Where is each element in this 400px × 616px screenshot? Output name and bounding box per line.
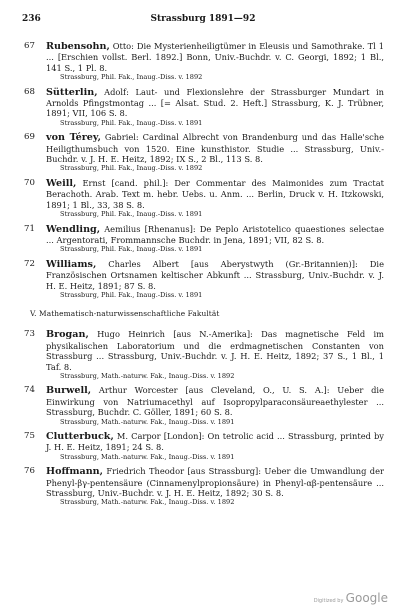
author-name: Sütterlin, [46,86,98,98]
author-name: Burwell, [46,385,92,397]
entry-number: 74 [24,385,35,396]
bibliography-entry [22,466,384,507]
bibliography-entry [22,385,384,426]
google-digitized-watermark [314,591,388,605]
entry-note: Strassburg, Phil. Fak., Inaug.-Diss. v. 1891 [60,210,203,219]
entry-text: Charles Albert [aus Aberystwyth (Gr.-Britannien)]: Die Französischen Ortsnamen keltischer Abkunft ... Strassburg, Univ.-Buchdr. v. J. H. E. Heitz, 1891; 87 S. 8. [46,258,384,291]
entry-number: 68 [24,86,35,97]
entry-number: 72 [24,258,35,269]
entry-note: Strassburg, Math.-naturw. Fak., Inaug.-Diss. v. 1891 [60,417,235,426]
entry-citation [46,178,384,210]
bibliography-entry [22,178,384,219]
entry-number: 67 [24,41,35,51]
entry-text: Otto: Die Mysterienheiligtümer in Eleusis und Samothrake. Tl 1 ... [Erschien vollst. Berl. 1892.] Bonn, Univ.-Buchdr. v. C. Georgi, 1892; 1 Bl., 141 S., 1 Pl. 8. [46,41,384,73]
entry-citation [46,41,384,73]
bibliography-entry [22,132,384,173]
author-name: Weill, [46,177,77,189]
entry-text: Arthur Worcester [aus Cleveland, O., U. S. A.]: Ueber die Einwirkung von Natriumacethyl auf Isopropylparaconsäureaethylester ... Strassburg, Buchdr. C. Göller, 1891; 60 S. 8. [46,385,384,418]
author-name: Wendling, [46,223,101,235]
entry-note: Strassburg, Phil. Fak., Inaug.-Diss. v. 1892 [60,73,203,82]
entry-number: 73 [24,329,35,340]
author-name: Rubensohn, [46,41,110,52]
page-number: 236 [22,14,41,24]
author-name: Williams, [46,258,97,270]
entry-number: 69 [24,132,35,143]
entry-note: Strassburg, Math.-naturw. Fak., Inaug.-Diss. v. 1892 [60,498,235,507]
entry-note: Strassburg, Phil. Fak., Inaug.-Diss. v. 1891 [60,118,203,127]
watermark-prefix: Digitized by [313,598,344,604]
entry-citation [46,87,384,119]
entry-number: 70 [24,177,35,188]
entry-text: M. Carpor [London]: On tetrolic acid ... Strassburg, printed by J. H. E. Heitz, 1891; 24 S. 8. [46,431,384,453]
bibliography-entry [22,224,384,254]
bibliography-entry [22,259,384,300]
author-name: Brogan, [46,329,89,341]
entry-citation [46,431,384,453]
entry-text: Hugo Heinrich [aus N.-Amerika]: Das magnetische Feld im physikalischen Laboratorium und die erdmagnetischen Constanten von Strassburg ... Strassburg, Univ.-Buchdr. v. J. H. E. Heitz, 1892; 37 S., 1 Bl., 1 Taf. 8. [46,329,384,372]
entry-citation [46,466,384,498]
entry-text: Aemilius [Rhenanus]: De Peplo Aristotelico quaestiones selectae ... Argentorati, Frommannsche Buchdr. in Jena, 1891; VII, 82 S. 8. [46,223,384,245]
bibliography-entry [22,41,384,82]
entry-citation [46,224,384,246]
page-header [22,14,384,30]
author-name: Clutterbuck, [46,431,114,442]
entry-citation [46,329,384,372]
entry-note: Strassburg, Math.-naturw. Fak., Inaug.-Diss. v. 1891 [60,452,235,461]
document-page [22,14,384,512]
author-name: von Térey, [46,132,101,144]
entry-number: 75 [24,431,35,441]
entry-note: Strassburg, Phil. Fak., Inaug.-Diss. v. 1891 [60,245,203,254]
entry-list-humanities [22,41,384,299]
entry-text: Friedrich Theodor [aus Strassburg]: Ueber die Umwandlung der Phenyl-βγ-pentensäure (Cinnamenylpropionsäure) in Phenyl-αβ-pentensäure ... Strassburg, Univ.-Buchdr. v. J. H. E. Heitz, 1892; 30 S. 8. [46,466,384,499]
bibliography-entry [22,431,384,461]
entry-note: Strassburg, Math.-naturw. Fak., Inaug.-Diss. v. 1892 [60,371,235,380]
entry-text: Ernst [cand. phil.]: Der Commentar des Maimonides zum Tractat Berachoth. Arab. Text m. hebr. Uebs. u. Anm. ... Berlin, Druck v. H. Itzkowski, 1891; 1 Bl., 33, 38 S. 8. [46,177,384,210]
author-name: Hoffmann, [46,466,103,478]
entry-list-science [22,329,384,507]
bibliography-entry [22,329,384,380]
entry-citation [46,132,384,164]
entry-citation [46,259,384,291]
running-title: Strassburg 1891—92 [150,14,256,24]
entry-note: Strassburg, Phil. Fak., Inaug.-Diss. v. 1892 [60,164,203,173]
bibliography-entry [22,87,384,128]
entry-citation [46,385,384,417]
google-logo: Google [345,591,388,605]
entry-text: Adolf: Laut- und Flexionslehre der Strassburger Mundart in Arnolds Pfingstmontag ... [= Alsat. Stud. 2. Heft.] Strassburg, K. J. Trübner, 1891; VII, 106 S. 8. [46,86,384,119]
entry-text: Gabriel: Cardinal Albrecht von Brandenburg und das Halle'sche Heiligthumsbuch von 1520. Eine kunsthistor. Studie ... Strassburg, Univ.-Buchdr. v. J. H. E. Heitz, 1892; IX S., 2 Bl., 113 S. 8. [46,132,384,165]
entry-number: 76 [24,466,35,477]
entry-note: Strassburg, Phil. Fak., Inaug.-Diss. v. 1891 [60,290,203,299]
entry-number: 71 [24,223,35,234]
section-heading: V. Mathematisch-naturwissenschaftliche Fakultät [30,309,220,319]
